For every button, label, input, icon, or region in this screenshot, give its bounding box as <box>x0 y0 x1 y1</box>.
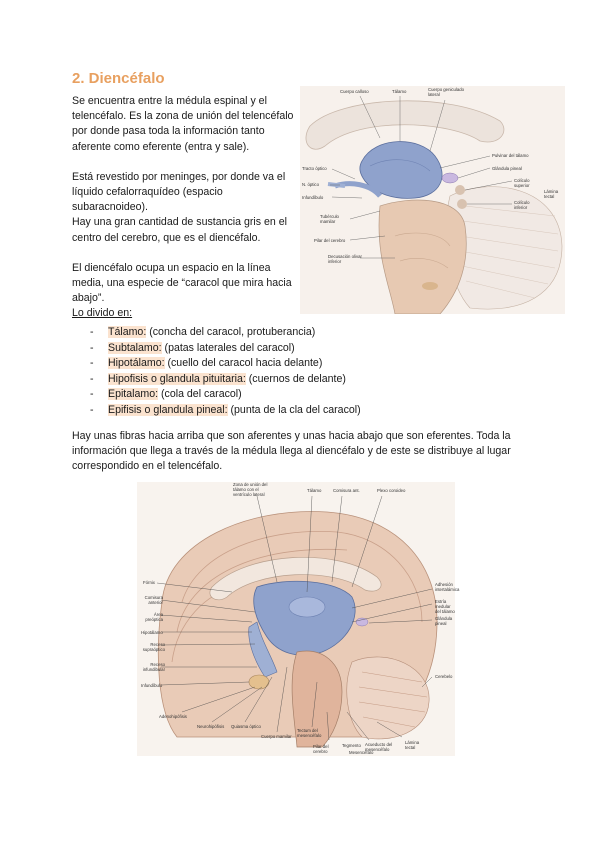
part-desc: (cuello del caracol hacia delante) <box>164 357 323 370</box>
part-term: Epitalamo: <box>108 388 159 401</box>
label-tegmento: Tegmento <box>342 743 361 748</box>
label-cuerpo-mamilar: Cuerpo mamilar <box>261 734 292 739</box>
label-infundibulo: Infundíbulo <box>141 683 163 688</box>
label-fornix: Fórnix <box>143 580 155 585</box>
label-pulvinar: Pulvinar del tálamo <box>492 153 529 158</box>
label-tracto-optico: Tracto óptico <box>302 166 327 171</box>
intro-paragraph-1: Se encuentra entre la médula espinal y el telencéfalo. Es la zona de unión del telencéfalo por donde pasa toda la información tanto aferente como eferente (entra y sale). <box>72 95 294 153</box>
intro-paragraph-2: Está revestido por meninges, por donde va el líquido cefalorraquídeo (espacio subaracnoideo). <box>72 170 286 214</box>
label-talamo: Tálamo <box>392 89 407 94</box>
label-cuerpo-calloso: Cuerpo calloso <box>340 89 369 94</box>
label-pilar-del-cerebro: Pilar del cerebro <box>313 744 329 754</box>
list-item <box>90 325 361 341</box>
label-n-optico: N. óptico <box>302 182 319 187</box>
label-mesencefalo: Mesencéfalo <box>349 750 374 755</box>
part-desc: (cuernos de delante) <box>245 372 346 385</box>
label-top-union: Zona de unión del tálamo con el ventrículo lateral <box>233 482 268 497</box>
label-pilar-del-cerebro: Pilar del cerebro <box>314 238 346 243</box>
label-tectum: Tectum del mesencéfalo <box>297 728 322 738</box>
part-term: Subtalamo: <box>108 341 162 354</box>
label-adenohipofisis: Adenohipófisis <box>159 714 187 719</box>
part-desc: (concha del caracol, protuberancia) <box>146 326 316 338</box>
label-comisura-anterior: Comisura anterior <box>144 595 163 605</box>
label-tuberculo-mamilar: Tubérculo mamilar <box>320 214 339 224</box>
part-desc: (patas laterales del caracol) <box>161 341 295 354</box>
label-neurohipofisis: Neurohipófisis <box>197 724 225 729</box>
fibers-paragraph: Hay unas fibras hacia arriba que son aferentes y unas hacia abajo que son eferentes. Toda la información que llega a través de la médula llega al diencéfalo y de este se distribuye al lugar correspondido en el telencéfalo. <box>72 430 511 473</box>
label-cerebelo: Cerebelo <box>435 674 453 679</box>
label-lamina-tectal: Lámina tectal <box>544 189 559 199</box>
label-infundibulo: Infundíbulo <box>302 195 324 200</box>
label-lamina-tectal: Lámina tectal <box>405 740 420 750</box>
label-area-preoptica: Área preóptica <box>145 612 163 622</box>
label-cuerpo-geniculado: Cuerpo geniculado lateral <box>428 87 465 97</box>
label-top-plexo: Plexo coroideo <box>377 488 406 493</box>
midsagittal-section-figure <box>137 482 460 756</box>
label-colliculo-superior: Colículo superior <box>514 178 530 188</box>
part-desc: (cola del caracol) <box>158 388 242 401</box>
label-receso-infundibular: Receso infundibular <box>142 662 165 672</box>
list-item <box>90 341 361 357</box>
label-top-talamo: Tálamo <box>307 488 322 493</box>
label-top-comisura: Comisura ant. <box>333 488 360 493</box>
list-item <box>90 387 361 403</box>
label-oliva: Decusación olivar inferior <box>328 254 362 264</box>
label-hipotalamo: Hipotálamo <box>141 630 163 635</box>
section-heading: 2. Diencéfalo <box>72 70 165 87</box>
part-term: Tálamo: <box>108 326 147 338</box>
part-term: Hipotálamo: <box>108 357 165 370</box>
part-term: Hipofisis o glandula pituitaria: <box>108 372 246 385</box>
diencephalon-parts-list <box>90 325 361 419</box>
part-term: Epifisis o glandula pineal: <box>108 403 228 416</box>
list-item <box>90 356 361 372</box>
label-glandula-pineal: Glándula pineal <box>435 616 453 626</box>
label-estria-medular: Estría medular del tálamo <box>435 599 455 614</box>
label-acueducto: Acueducto del mesencéfalo <box>365 742 393 752</box>
label-glandula-pineal: Glándula pineal <box>492 166 522 171</box>
part-desc: (punta de la cla del caracol) <box>227 403 361 416</box>
intro-paragraph-3: Hay una gran cantidad de sustancia gris en el centro del cerebro, que es el diencéfalo. <box>72 216 287 244</box>
intro-text <box>72 94 297 322</box>
list-intro: Lo divido en: <box>72 307 133 320</box>
label-receso-supraoptico: Receso supraóptico <box>142 642 165 652</box>
list-item <box>90 372 361 388</box>
intro-paragraph-4: El diencéfalo ocupa un espacio en la línea media, una especie de “caracol que mira hacia abajo”. <box>72 261 292 305</box>
label-quiasma-optico: Quiasma óptico <box>231 724 261 729</box>
label-colliculo-inferior: Colículo inferior <box>514 200 530 210</box>
label-adhesion-intertalamica: Adhesión intertalámica <box>435 582 460 592</box>
diencephalon-lateral-figure <box>300 86 565 314</box>
list-item <box>90 403 361 419</box>
